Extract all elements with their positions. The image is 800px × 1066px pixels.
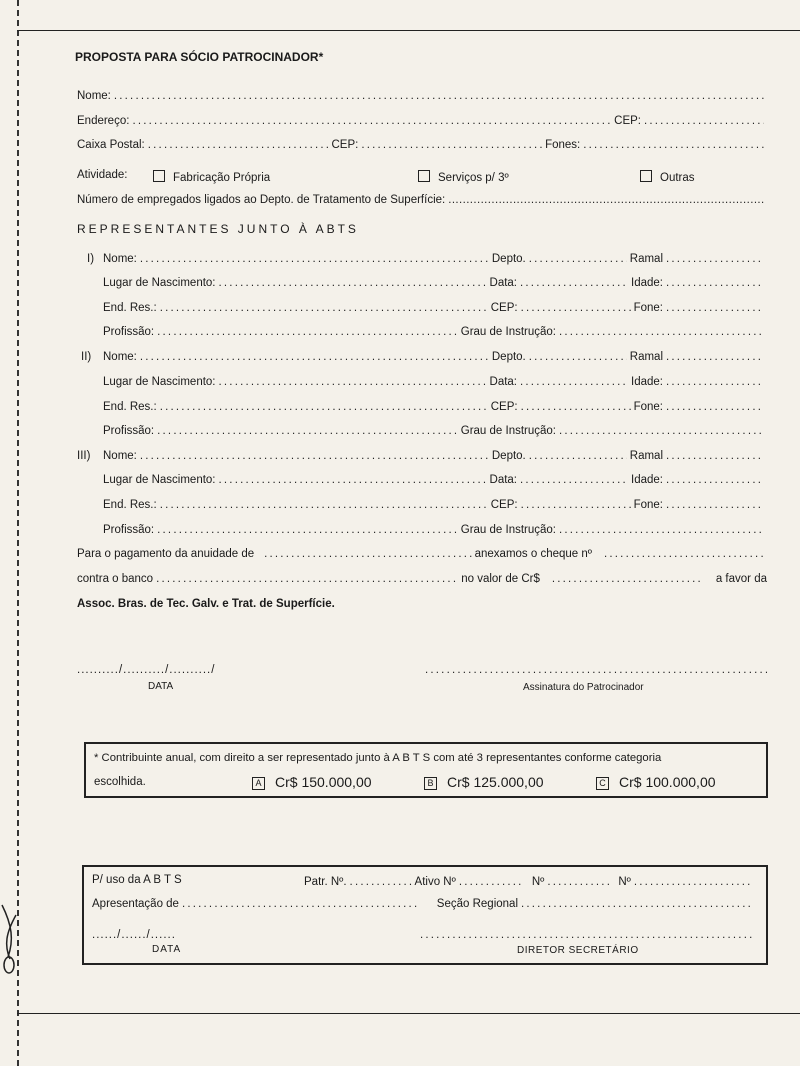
rep1-numeral: I): [87, 253, 95, 265]
rep1-ramal-field[interactable]: [666, 253, 764, 265]
representantes-title: REPRESENTANTES JUNTO À ABTS: [77, 222, 359, 236]
rep1-end-label: End. Res.:: [103, 302, 157, 314]
rep1-lugar-row: [103, 277, 767, 289]
rep2-grau-field[interactable]: [559, 425, 764, 437]
nota-line-1: * Contribuinte anual, com direito a ser representado junto à A B T S com até 3 representantes conforme categoria: [94, 752, 662, 764]
option-outras[interactable]: Outras: [640, 169, 695, 184]
rep2-lugar-label: Lugar de Nascimento:: [103, 376, 216, 388]
diretor-line[interactable]: [420, 929, 754, 941]
rep2-nome-field[interactable]: [140, 351, 489, 363]
rep1-data-label: Data:: [489, 277, 518, 289]
rep2-lugar-field[interactable]: [219, 376, 487, 388]
option-c-value: Cr$ 100.000,00: [619, 774, 716, 790]
cheque-label: anexamos o cheque nº: [474, 548, 592, 560]
caixa-postal-field[interactable]: [148, 139, 329, 151]
rep3-lugar-field[interactable]: [219, 474, 487, 486]
pagamento-row-2: [77, 573, 767, 585]
assoc-name: Assoc. Bras. de Tec. Galv. e Trat. de Superfície.: [77, 598, 335, 610]
valor-field[interactable]: [552, 573, 702, 585]
banco-label: contra o banco: [77, 573, 154, 585]
rep2-nome-label: Nome:: [103, 351, 137, 363]
no-1-label: Nº: [531, 876, 545, 888]
rep1-lugar-field[interactable]: [219, 277, 487, 289]
fones-field[interactable]: [583, 139, 764, 151]
rep1-prof-field[interactable]: [157, 326, 458, 338]
assinatura-line[interactable]: [425, 664, 767, 676]
rep2-prof-field[interactable]: [157, 425, 458, 437]
rep3-prof-label: Profissão:: [103, 524, 155, 536]
rep2-prof-row: [103, 425, 767, 437]
rep3-data-field[interactable]: [520, 474, 628, 486]
fones-label: Fones:: [545, 139, 581, 151]
cep-field[interactable]: [644, 115, 764, 127]
checkbox-fabricacao[interactable]: [153, 170, 165, 182]
assinatura-caption: Assinatura do Patrocinador: [523, 682, 644, 693]
rep2-nome-row: [81, 351, 767, 363]
rep1-end-row: [103, 302, 767, 314]
atividade-label: Atividade:: [77, 169, 128, 181]
favor-label: a favor da: [715, 573, 767, 585]
rep1-depto-field[interactable]: [529, 253, 627, 265]
top-rule: [17, 30, 800, 31]
anuidade-field[interactable]: [264, 548, 472, 560]
uso-abts-title: P/ uso da A B T S: [92, 874, 182, 886]
rep2-ramal-field[interactable]: [666, 351, 764, 363]
rep3-ramal-label: Ramal: [629, 450, 663, 462]
nome-field[interactable]: [114, 90, 764, 102]
nome-row: [77, 90, 767, 102]
checkbox-outras[interactable]: [640, 170, 652, 182]
rep3-ramal-field[interactable]: [666, 450, 764, 462]
rep2-fone-label: Fone:: [633, 401, 663, 413]
rep2-data-label: Data:: [489, 376, 518, 388]
rep3-fone-field[interactable]: [666, 499, 764, 511]
secao-regional-field[interactable]: [521, 898, 751, 910]
rep2-cep-label: CEP:: [490, 401, 518, 413]
endereco-field[interactable]: [132, 115, 611, 127]
option-fabricacao[interactable]: Fabricação Própria: [153, 169, 270, 184]
rep1-nome-field[interactable]: [140, 253, 489, 265]
rep3-idade-label: Idade:: [631, 474, 663, 486]
rep1-nome-row: [87, 253, 767, 265]
rep2-idade-label: Idade:: [631, 376, 663, 388]
nota-line-2: escolhida.: [94, 776, 146, 788]
rep3-prof-row: [103, 524, 767, 536]
rep1-idade-field[interactable]: [666, 277, 764, 289]
rep3-nome-label: Nome:: [103, 450, 137, 462]
rep3-end-field[interactable]: [160, 499, 488, 511]
rep3-end-row: [103, 499, 767, 511]
no-1-field[interactable]: [547, 876, 609, 888]
rep3-cep-field[interactable]: [521, 499, 631, 511]
rep2-idade-field[interactable]: [666, 376, 764, 388]
patr-no-field[interactable]: [350, 876, 412, 888]
rep3-idade-field[interactable]: [666, 474, 764, 486]
rep3-fone-label: Fone:: [633, 499, 663, 511]
caixa-postal-row: [77, 139, 767, 151]
rep1-cep-field[interactable]: [521, 302, 631, 314]
rep3-nome-field[interactable]: [140, 450, 489, 462]
form-title: PROPOSTA PARA SÓCIO PATROCINADOR*: [75, 50, 324, 64]
rep2-fone-field[interactable]: [666, 401, 764, 413]
rep3-cep-label: CEP:: [490, 499, 518, 511]
endereco-label: Endereço:: [77, 115, 130, 127]
option-c[interactable]: [596, 774, 716, 791]
uso-date-field[interactable]: ....../....../......: [92, 929, 176, 941]
ativo-no-label: Ativo Nº: [414, 876, 456, 888]
endereco-row: [77, 115, 767, 127]
valor-label: no valor de Cr$: [461, 573, 540, 585]
checkbox-servicos[interactable]: [418, 170, 430, 182]
rep1-fone-field[interactable]: [666, 302, 764, 314]
rep2-ramal-label: Ramal: [629, 351, 663, 363]
rep3-depto-label: Depto.: [491, 450, 526, 462]
rep1-data-field[interactable]: [520, 277, 628, 289]
diretor-caption: DIRETOR SECRETÁRIO: [517, 945, 639, 956]
cheque-field[interactable]: [604, 548, 764, 560]
option-b[interactable]: [424, 774, 544, 791]
cep-field-2[interactable]: [361, 139, 542, 151]
uso-abts-row-1: [304, 876, 754, 888]
option-servicos[interactable]: Serviços p/ 3º: [418, 169, 509, 184]
rep2-prof-label: Profissão:: [103, 425, 155, 437]
no-2-label: Nº: [618, 876, 631, 888]
rep3-lugar-label: Lugar de Nascimento:: [103, 474, 216, 486]
rep3-lugar-row: [103, 474, 767, 486]
rep3-depto-field[interactable]: [529, 450, 627, 462]
pagamento-row-1: [77, 548, 767, 560]
rep3-nome-row: [77, 450, 767, 462]
rep2-end-label: End. Res.:: [103, 401, 157, 413]
caixa-postal-label: Caixa Postal:: [77, 139, 145, 151]
empregados-row: [77, 194, 767, 206]
rep3-data-label: Data:: [489, 474, 518, 486]
data-caption: DATA: [148, 681, 174, 692]
rep2-depto-label: Depto.: [491, 351, 526, 363]
date-field[interactable]: ........../........../........../: [77, 664, 216, 676]
apresentacao-field[interactable]: [182, 898, 417, 910]
rep2-numeral: II): [81, 351, 92, 363]
option-a-box[interactable]: A: [252, 777, 265, 790]
option-a-value: Cr$ 150.000,00: [275, 774, 372, 790]
rep1-grau-label: Grau de Instrução:: [460, 326, 556, 338]
secao-regional-label: Seção Regional: [436, 898, 518, 910]
cep-label-2: CEP:: [331, 139, 359, 151]
ativo-no-field[interactable]: [459, 876, 521, 888]
rep1-depto-label: Depto.: [491, 253, 526, 265]
rep1-prof-label: Profissão:: [103, 326, 155, 338]
rep1-fone-label: Fone:: [633, 302, 663, 314]
rep1-prof-row: [103, 326, 767, 338]
empregados-label: Número de empregados ligados ao Depto. de Tratamento de Superfície:: [77, 194, 446, 206]
scissors-icon: [0, 895, 22, 975]
nome-label: Nome:: [77, 90, 111, 102]
bottom-rule: [17, 1013, 800, 1014]
rep1-end-field[interactable]: [160, 302, 488, 314]
option-a[interactable]: [252, 774, 372, 791]
cep-label: CEP:: [614, 115, 641, 127]
option-c-box[interactable]: C: [596, 777, 609, 790]
empregados-field[interactable]: [448, 194, 764, 206]
rep1-grau-field[interactable]: [559, 326, 764, 338]
rep3-grau-label: Grau de Instrução:: [460, 524, 556, 536]
apresentacao-label: Apresentação de: [92, 898, 179, 910]
rep1-nome-label: Nome:: [103, 253, 137, 265]
uso-data-caption: DATA: [152, 944, 182, 955]
option-b-value: Cr$ 125.000,00: [447, 774, 544, 790]
rep1-idade-label: Idade:: [631, 277, 663, 289]
rep1-lugar-label: Lugar de Nascimento:: [103, 277, 216, 289]
rep1-cep-label: CEP:: [490, 302, 518, 314]
rep2-grau-label: Grau de Instrução:: [460, 425, 556, 437]
diretor-field[interactable]: [420, 929, 754, 941]
assinatura-field[interactable]: [425, 664, 767, 676]
rep3-end-label: End. Res.:: [103, 499, 157, 511]
option-b-box[interactable]: B: [424, 777, 437, 790]
rep3-grau-field[interactable]: [559, 524, 764, 536]
rep3-numeral: III): [77, 450, 91, 462]
rep2-end-field[interactable]: [160, 401, 488, 413]
rep2-data-field[interactable]: [520, 376, 628, 388]
rep2-lugar-row: [103, 376, 767, 388]
banco-field[interactable]: [156, 573, 458, 585]
rep2-end-row: [103, 401, 767, 413]
patr-no-label: Patr. Nº.: [304, 876, 347, 888]
uso-abts-row-2: [92, 898, 754, 910]
rep3-prof-field[interactable]: [157, 524, 458, 536]
no-2-field[interactable]: [634, 876, 751, 888]
rep2-depto-field[interactable]: [529, 351, 627, 363]
rep1-ramal-label: Ramal: [629, 253, 663, 265]
rep2-cep-field[interactable]: [521, 401, 631, 413]
pagamento-label: Para o pagamento da anuidade de: [77, 548, 255, 560]
